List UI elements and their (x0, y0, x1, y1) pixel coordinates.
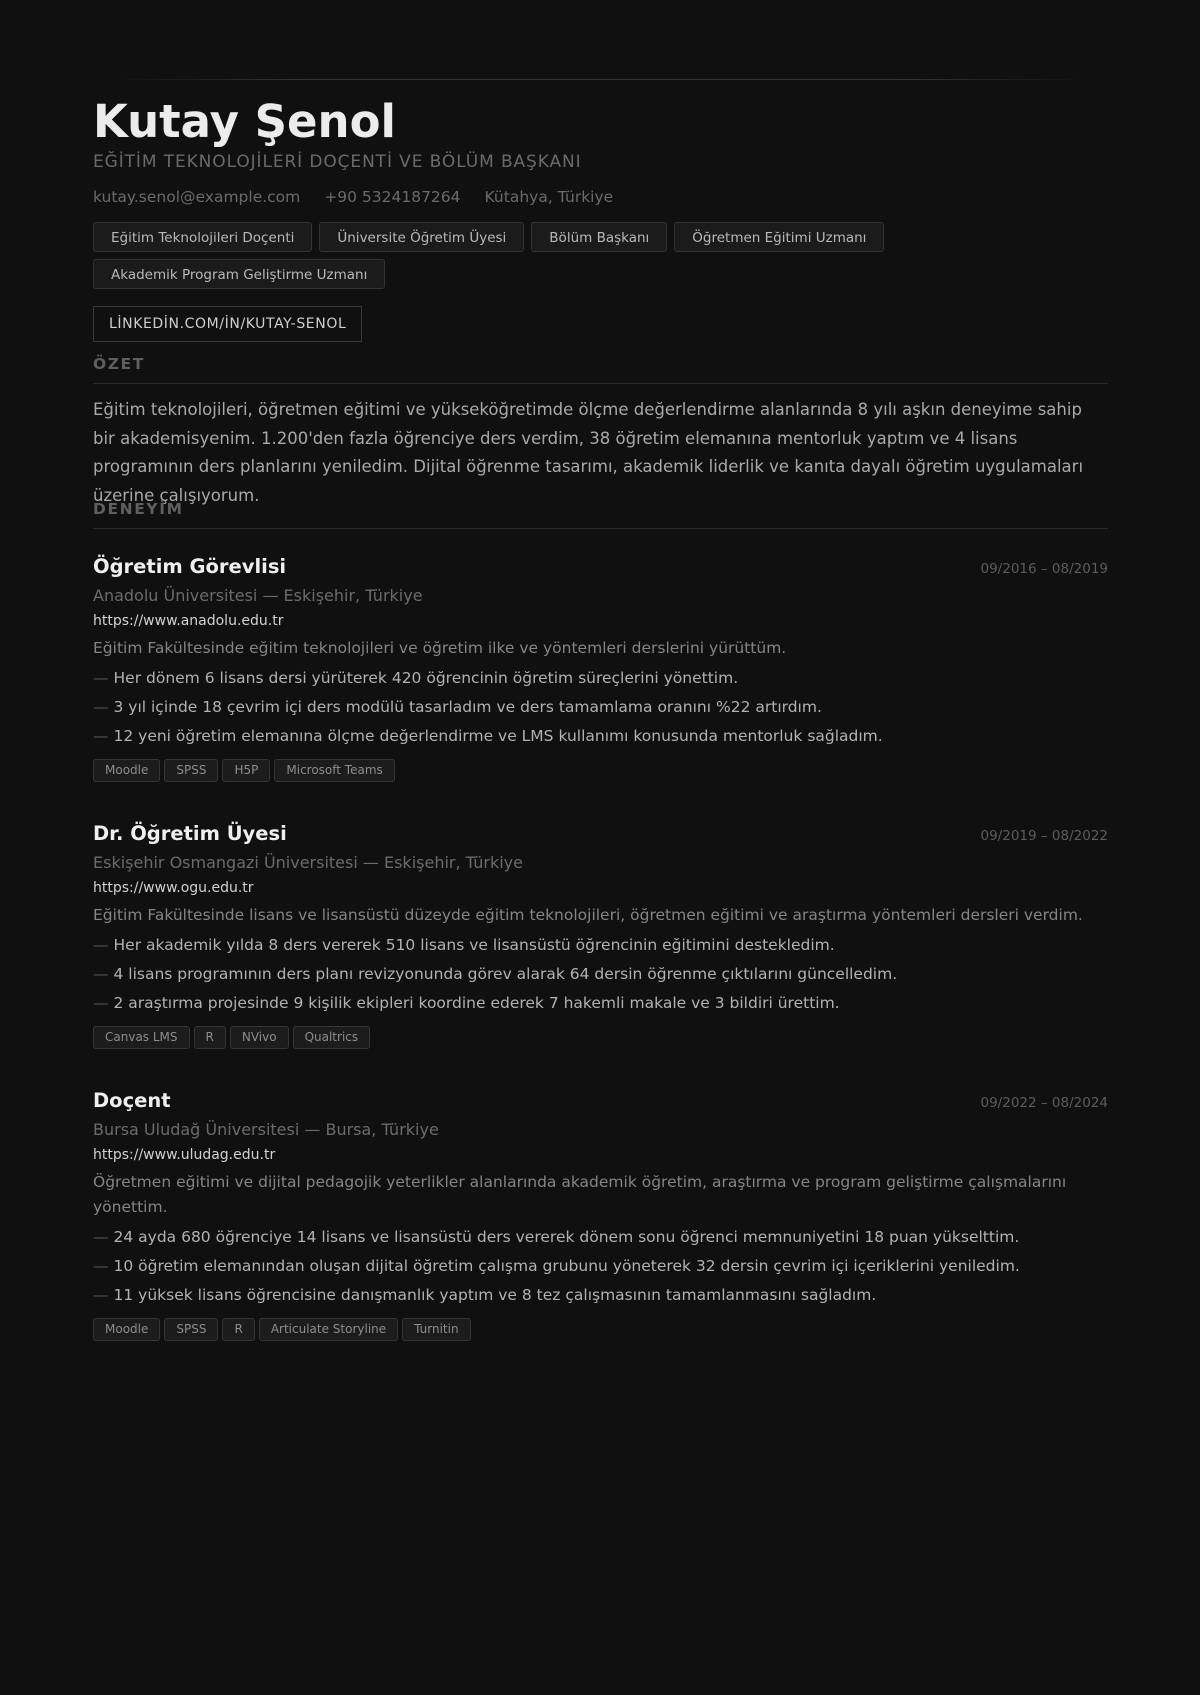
skill-tag: H5P (222, 759, 270, 782)
email[interactable]: kutay.senol@example.com (93, 188, 301, 206)
skill-tag: Microsoft Teams (274, 759, 394, 782)
skill-tag: R (194, 1026, 226, 1049)
job-url[interactable]: https://www.anadolu.edu.tr (93, 613, 284, 629)
dash-marker: — (93, 965, 109, 983)
skill-tag: R (222, 1318, 254, 1341)
headline: EĞİTİM TEKNOLOJİLERİ DOÇENTİ VE BÖLÜM BAŞKANI (93, 152, 582, 172)
person-name: Kutay Şenol (93, 95, 396, 148)
top-divider (113, 79, 1088, 80)
job-tags (93, 1318, 1108, 1341)
job-bullet-text: Her dönem 6 lisans dersi yürüterek 420 öğrencinin öğretim süreçlerini yönettim. (113, 669, 739, 687)
role-chip: Eğitim Teknolojileri Doçenti (93, 222, 312, 252)
linkedin-link[interactable]: LİNKEDİN.COM/İN/KUTAY-SENOL (93, 306, 362, 342)
role-chips (93, 222, 1108, 289)
job-bullet-text: 12 yeni öğretim elemanına ölçme değerlendirme ve LMS kullanımı konusunda mentorluk sağladım. (113, 727, 883, 745)
job-url[interactable]: https://www.ogu.edu.tr (93, 880, 254, 896)
job-bullet (93, 1252, 1108, 1281)
job-title: Öğretim Görevlisi (93, 555, 287, 578)
dash-marker: — (93, 994, 109, 1012)
job-title: Dr. Öğretim Üyesi (93, 822, 287, 845)
job-bullets (93, 931, 1108, 1018)
dash-marker: — (93, 1286, 109, 1304)
job-title: Doçent (93, 1089, 171, 1112)
contact-info (93, 188, 613, 206)
summary-heading: ÖZET (93, 355, 145, 373)
dash-marker: — (93, 1257, 109, 1275)
skill-tag: Moodle (93, 1318, 160, 1341)
skill-tag: SPSS (164, 759, 218, 782)
job-bullet (93, 693, 1108, 722)
job-bullet-text: 10 öğretim elemanından oluşan dijital öğretim çalışma grubunu yöneterek 32 dersin çevrim içi içeriklerini yeniledim. (113, 1257, 1020, 1275)
job-bullet (93, 960, 1108, 989)
job-description: Eğitim Fakültesinde lisans ve lisansüstü düzeyde eğitim teknolojileri, öğretmen eğitimi ve araştırma yöntemleri dersleri verdim. (93, 906, 1083, 924)
dash-marker: — (93, 727, 109, 745)
job-description: Eğitim Fakültesinde eğitim teknolojileri ve öğretim ilke ve yöntemleri derslerini yürüttüm. (93, 639, 787, 657)
dash-marker: — (93, 936, 109, 954)
role-chip: Akademik Program Geliştirme Uzmanı (93, 259, 385, 289)
job-entry (93, 821, 1108, 1049)
dash-marker: — (93, 1228, 109, 1246)
dash-marker: — (93, 698, 109, 716)
job-bullets (93, 664, 1108, 751)
job-bullet-text: 24 ayda 680 öğrenciye 14 lisans ve lisansüstü ders vererek dönem sonu öğrenci memnuniyetini 18 puan yükselttim. (113, 1228, 1020, 1246)
job-bullet-text: 2 araştırma projesinde 9 kişilik ekipleri koordine ederek 7 hakemli makale ve 3 bildiri ürettim. (113, 994, 840, 1012)
role-chip: Bölüm Başkanı (531, 222, 667, 252)
skill-tag: NVivo (230, 1026, 289, 1049)
job-tags (93, 1026, 1108, 1049)
job-bullet-text: 11 yüksek lisans öğrencisine danışmanlık yaptım ve 8 tez çalışmasının tamamlanmasını sağladım. (113, 1286, 877, 1304)
job-bullet-text: Her akademik yılda 8 ders vererek 510 lisans ve lisansüstü öğrencinin eğitimini destekledim. (113, 936, 835, 954)
phone[interactable]: +90 5324187264 (324, 188, 461, 206)
job-bullet (93, 1223, 1108, 1252)
job-description: Öğretmen eğitimi ve dijital pedagojik yeterlikler alanlarında akademik öğretim, araştırma ve program geliştirme çalışmalarını yönettim. (93, 1173, 1067, 1216)
job-dates: 09/2016 – 08/2019 (980, 561, 1108, 577)
job-entry (93, 554, 1108, 782)
job-bullets (93, 1223, 1108, 1310)
dash-marker: — (93, 669, 109, 687)
job-bullet (93, 664, 1108, 693)
job-bullet-text: 3 yıl içinde 18 çevrim içi ders modülü tasarladım ve ders tamamlama oranını %22 artırdım. (113, 698, 822, 716)
summary-text: Eğitim teknolojileri, öğretmen eğitimi ve yükseköğretimde ölçme değerlendirme alanlarında 8 yılı aşkın deneyime sahip bir akademisyenim. 1.200'den fazla öğrenciye ders verdim, 38 öğretim elemanına mentorluk yaptım ve 4 lisans programının ders planlarını yeniledim. Dijital öğrenme tasarımı, akademik liderlik ve kanıta dayalı öğretim uygulamaları üzerine çalışıyorum. (93, 400, 1084, 505)
job-company: Bursa Uludağ Üniversitesi — Bursa, Türkiye (93, 1120, 439, 1139)
job-bullet-text: 4 lisans programının ders planı revizyonunda görev alarak 64 dersin öğrenme çıktılarını güncelledim. (113, 965, 898, 983)
job-company: Eskişehir Osmangazi Üniversitesi — Eskişehir, Türkiye (93, 853, 523, 872)
job-dates: 09/2022 – 08/2024 (980, 1095, 1108, 1111)
location: Kütahya, Türkiye (484, 188, 614, 206)
skill-tag: SPSS (164, 1318, 218, 1341)
job-entry (93, 1088, 1108, 1341)
job-url[interactable]: https://www.uludag.edu.tr (93, 1147, 276, 1163)
job-bullet (93, 722, 1108, 751)
skill-tag: Articulate Storyline (259, 1318, 398, 1341)
skill-tag: Moodle (93, 759, 160, 782)
experience-heading: DENEYİM (93, 500, 184, 518)
role-chip: Üniversite Öğretim Üyesi (319, 222, 524, 252)
job-dates: 09/2019 – 08/2022 (980, 828, 1108, 844)
job-bullet (93, 989, 1108, 1018)
experience-divider (93, 528, 1108, 529)
skill-tag: Qualtrics (293, 1026, 371, 1049)
job-bullet (93, 931, 1108, 960)
job-company: Anadolu Üniversitesi — Eskişehir, Türkiye (93, 586, 423, 605)
skill-tag: Canvas LMS (93, 1026, 190, 1049)
summary-divider (93, 383, 1108, 384)
job-tags (93, 759, 1108, 782)
job-bullet (93, 1281, 1108, 1310)
role-chip: Öğretmen Eğitimi Uzmanı (674, 222, 884, 252)
skill-tag: Turnitin (402, 1318, 470, 1341)
